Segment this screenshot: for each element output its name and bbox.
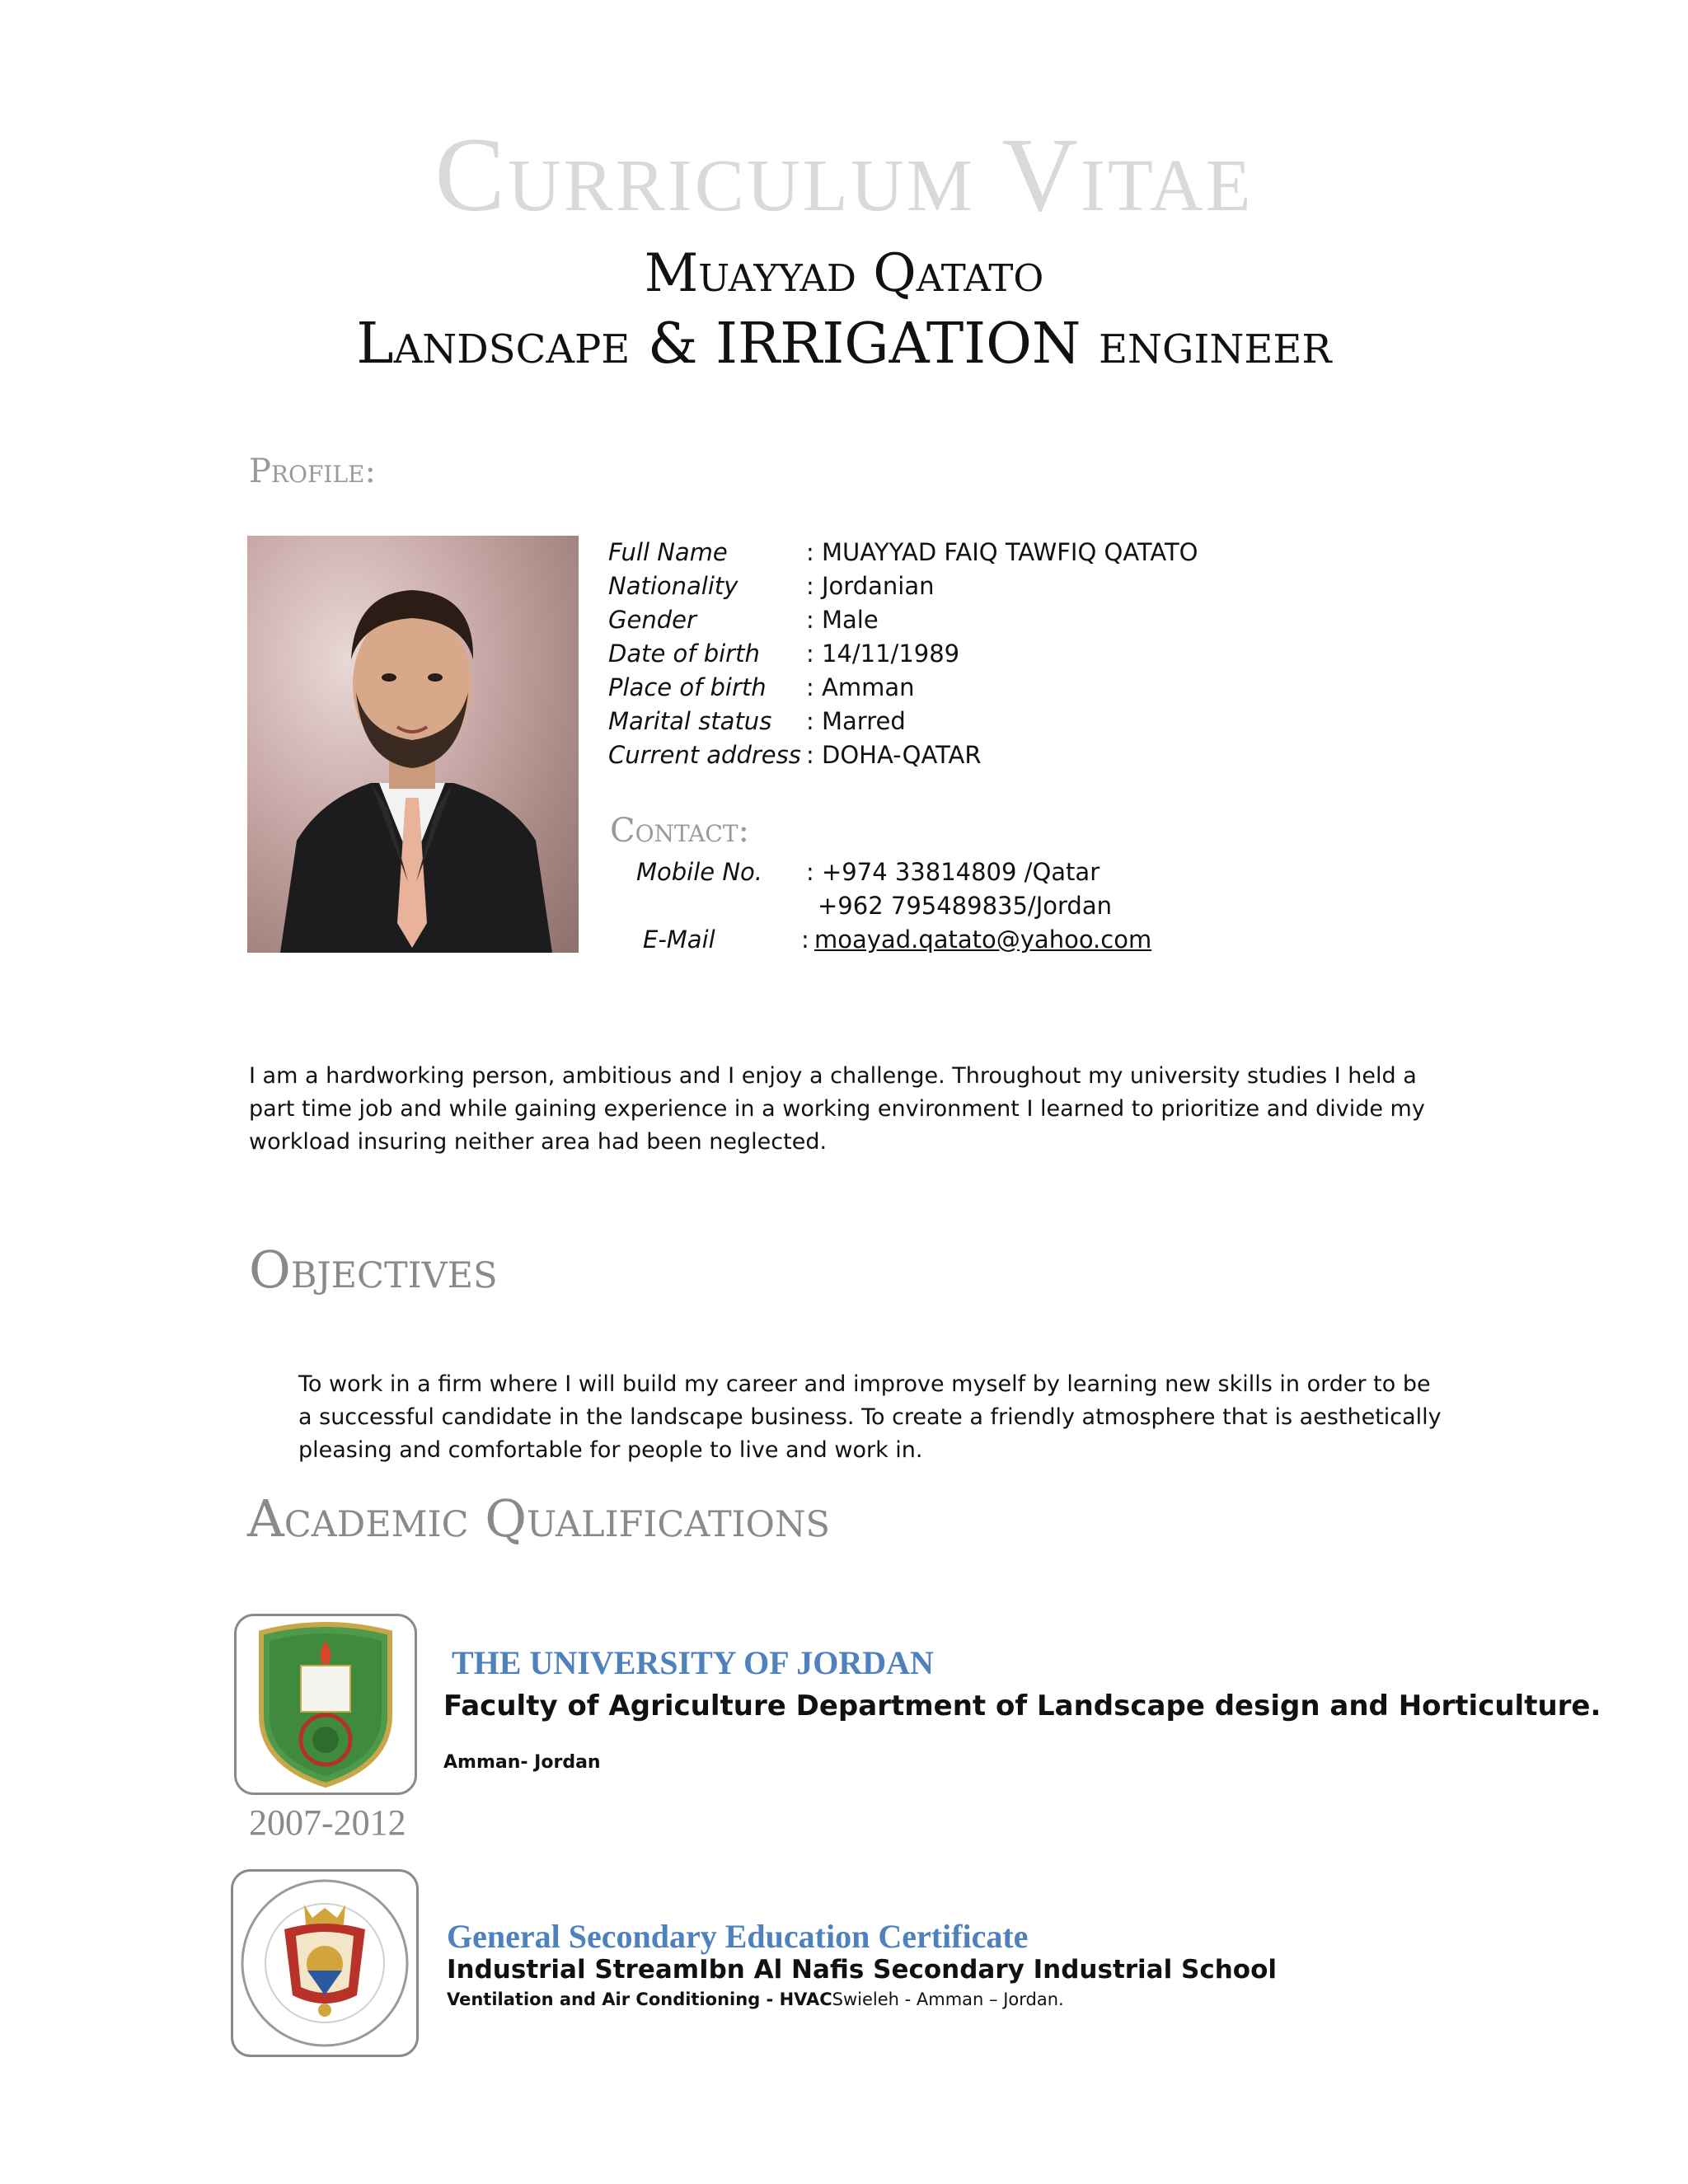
profile-row-marital-status — [608, 705, 1680, 738]
date-of-birth-label: Date of birth — [608, 640, 760, 668]
profile-photo — [247, 536, 579, 953]
full-name-value: : MUAYYAD FAIQ TAWFIQ QATATO — [806, 538, 1198, 566]
mobile-qatar: : +974 33814809 /Qatar — [806, 858, 1100, 886]
place-of-birth-label: Place of birth — [608, 673, 767, 701]
mobile-label: Mobile No. — [636, 858, 763, 886]
objectives-heading: Objectives — [249, 1240, 498, 1300]
academic-heading: Academic Qualifications — [247, 1488, 830, 1549]
profile-row-date-of-birth — [608, 637, 1680, 671]
university-years: 2007-2012 — [249, 1802, 406, 1843]
email-label: E-Mail — [643, 926, 715, 954]
secondary-details — [447, 1990, 1064, 2009]
full-name-label: Full Name — [608, 538, 728, 566]
profile-row-nationality — [608, 569, 1680, 603]
university-location: Amman- Jordan — [443, 1752, 601, 1773]
nationality-value: : Jordanian — [806, 572, 935, 600]
portrait-image — [247, 536, 579, 953]
email-separator: : — [801, 926, 809, 954]
profile-row-full-name — [608, 536, 1680, 569]
gender-label: Gender — [608, 606, 696, 634]
email-link[interactable]: moayad.qatato@yahoo.com — [814, 926, 1152, 954]
current-address-value: : DOHA-QATAR — [806, 741, 982, 769]
marital-status-value: : Marred — [806, 707, 906, 735]
cv-title: Curriculum Vitae — [434, 116, 1254, 233]
secondary-stream: Ventilation and Air Conditioning - HVAC — [447, 1990, 832, 2009]
about-paragraph: I am a hardworking person, ambitious and I enjoy a challenge. Throughout my university studies I held a part time job and while gaining experience in a working environment I learned to prioritize and divide my workload insuring neither area had been neglected. — [249, 1063, 1425, 1155]
nationality-label: Nationality — [608, 572, 738, 600]
contact-heading: Contact: — [610, 812, 750, 850]
marital-status-label: Marital status — [608, 707, 772, 735]
current-address-label: Current address — [608, 741, 801, 769]
university-name: THE UNIVERSITY OF JORDAN — [452, 1644, 934, 1681]
objectives-paragraph: To work in a firm where I will build my career and improve myself by learning new skills in order to be a successful candidate in the landscape business. To create a friendly atmosphere that is aesthetically pleasing and comfortable for people to live and work in. — [298, 1371, 1442, 1463]
secondary-school-name: Industrial StreamIbn Al Nafis Secondary Industrial School — [447, 1955, 1278, 1985]
place-of-birth-value: : Amman — [806, 673, 915, 701]
secondary-location: Swieleh - Amman – Jordan. — [832, 1990, 1064, 2009]
profile-row-current-address — [608, 738, 1680, 772]
profile-table — [608, 536, 1680, 772]
coat-of-arms-icon — [233, 1872, 416, 2055]
profile-row-place-of-birth — [608, 671, 1680, 705]
university-shield-icon — [237, 1616, 415, 1793]
profile-row-gender — [608, 603, 1680, 637]
date-of-birth-value: : 14/11/1989 — [806, 640, 960, 668]
mobile-jordan: +962 795489835/Jordan — [818, 892, 1112, 920]
profile-heading: Profile: — [249, 452, 376, 490]
secondary-certificate-name: General Secondary Education Certificate — [447, 1918, 1029, 1955]
gender-value: : Male — [806, 606, 879, 634]
candidate-role: Landscape & IRRIGATION engineer — [356, 312, 1332, 377]
university-of-jordan-logo — [234, 1614, 417, 1795]
ministry-of-education-logo — [231, 1869, 419, 2057]
university-faculty: Faculty of Agriculture Department of Landscape design and Horticulture. — [443, 1690, 1601, 1722]
candidate-name: Muayyad Qatato — [644, 243, 1044, 304]
